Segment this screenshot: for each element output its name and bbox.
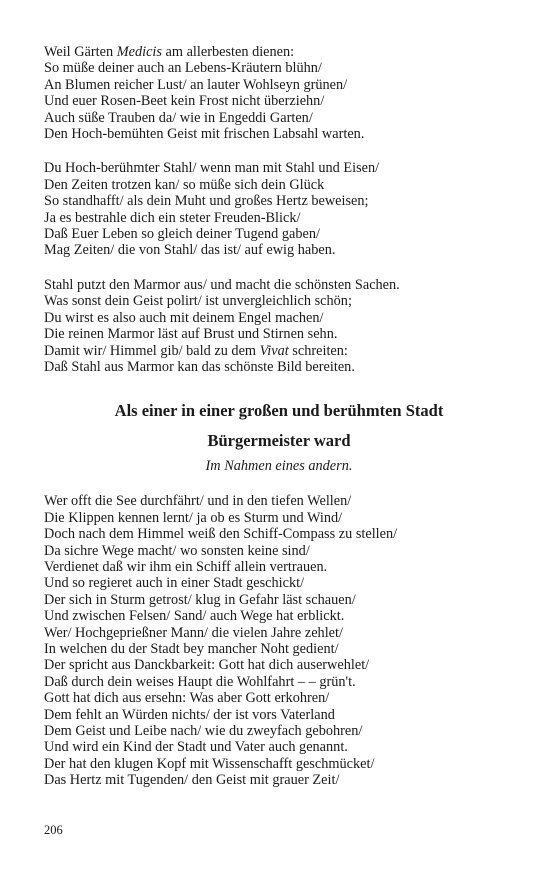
verse-line: [44, 110, 514, 126]
stanza: [44, 493, 514, 788]
poem-title-line2: Bürgermeister ward: [207, 431, 351, 451]
poem-title-line1: Als einer in einer großen und berühmten Stadt: [114, 401, 444, 421]
verse-text: Und so regieret auch in einer Stadt geschickt/: [44, 575, 305, 592]
verse-line: [44, 690, 514, 706]
poem-subtitle: Im Nahmen eines andern.: [205, 458, 353, 475]
verse-line: [44, 293, 514, 309]
verse-line: [44, 77, 514, 93]
verse-text: Und zwischen Felsen/ Sand/ auch Wege hat erblickt.: [44, 608, 345, 625]
verse-text: am allerbesten dienen:: [161, 44, 295, 60]
verse-text: Der spricht aus Danckbarkeit: Gott hat dich auserwehlet/: [44, 657, 370, 674]
verse-text: Und wird ein Kind der Stadt und Vater auch genannt.: [44, 739, 348, 756]
verse-text: Daß Stahl aus Marmor kan das schönste Bild bereiten.: [44, 358, 355, 375]
verse-text: Der hat den klugen Kopf mit Wissenschafft geschmücket/: [44, 755, 375, 772]
stanza: [44, 160, 514, 258]
verse-line: [44, 674, 514, 690]
verse-line: [44, 543, 514, 559]
verse-text: Gott hat dich aus ersehn: Was aber Gott erkohren/: [44, 690, 330, 707]
verse-line: [44, 60, 514, 76]
verse-text: So müße deiner auch an Lebens-Kräutern blühn/: [44, 60, 322, 77]
verse-line: [44, 510, 514, 526]
stanza: [44, 277, 514, 375]
verse-line: [44, 707, 514, 723]
verse-text: In welchen du der Stadt bey mancher Noht gedient/: [44, 640, 339, 657]
verse-text: Was sonst dein Geist polirt/ ist unvergleichlich schön;: [44, 293, 352, 310]
verse-text: So standhafft/ als dein Muht und großes Hertz beweisen;: [44, 193, 369, 210]
verse-text: Wer offt die See durchfährt/ und in den tiefen Wellen/: [44, 493, 352, 510]
verse-line: [44, 559, 514, 575]
verse-line: [44, 592, 514, 608]
verse-text: Mag Zeiten/ die von Stahl/ das ist/ auf ewig haben.: [44, 242, 336, 259]
verse-text: Auch süße Trauben da/ wie in Engeddi Garten/: [44, 109, 313, 126]
verse-text: Der sich in Sturm getrost/ klug in Gefahr läst schauen/: [44, 591, 356, 608]
verse-text: Daß durch dein weises Haupt die Wohlfahrt – – grün't.: [44, 673, 356, 690]
verse-text: Da sichre Wege macht/ wo sonsten keine sind/: [44, 542, 310, 559]
verse-line: [44, 359, 514, 375]
stanza-after: [44, 493, 514, 788]
verse-line: [44, 93, 514, 109]
verse-text: Weil Gärten: [44, 44, 117, 60]
verse-line: [44, 723, 514, 739]
verse-text: Du wirst es also auch mit deinem Engel machen/: [44, 309, 324, 326]
verse-line: [44, 277, 514, 293]
stanzas-before: [44, 44, 514, 375]
italic-text: Vivat: [259, 342, 289, 359]
verse-line: [44, 608, 514, 624]
verse-line: [44, 210, 514, 226]
verse-line: [44, 193, 514, 209]
verse-text: Die Klippen kennen lernt/ ja ob es Sturm und Wind/: [44, 509, 343, 526]
verse-line: [44, 756, 514, 772]
verse-line: [44, 575, 514, 591]
verse-line: [44, 641, 514, 657]
verse-text: Daß Euer Leben so gleich deiner Tugend gaben/: [44, 226, 320, 243]
verse-line: [44, 326, 514, 342]
verse-line: [44, 657, 514, 673]
verse-text: schreiten:: [288, 342, 348, 359]
verse-line: [44, 242, 514, 258]
verse-line: [44, 526, 514, 542]
verse-text: An Blumen reicher Lust/ an lauter Wohlseyn grünen/: [44, 76, 348, 93]
verse-line: [44, 343, 514, 359]
verse-line: [44, 160, 514, 176]
verse-text: Das Hertz mit Tugenden/ den Geist mit grauer Zeit/: [44, 772, 340, 789]
verse-text: Den Hoch-bemühten Geist mit frischen Labsahl warten.: [44, 126, 365, 143]
verse-line: [44, 226, 514, 242]
verse-text: Stahl putzt den Marmor aus/ und macht die schönsten Sachen.: [44, 276, 400, 293]
stanza: [44, 44, 514, 142]
verse-text: Die reinen Marmor läst auf Brust und Stirnen sehn.: [44, 326, 338, 343]
verse-line: [44, 493, 514, 509]
verse-line: [44, 126, 514, 142]
page-body: [44, 44, 514, 789]
verse-text: Damit wir/ Himmel gib/ bald zu dem: [44, 342, 260, 359]
verse-text: Und euer Rosen-Beet kein Frost nicht überziehn/: [44, 93, 325, 110]
verse-text: Ja es bestrahle dich ein steter Freuden-Blick/: [44, 209, 301, 226]
verse-line: [44, 177, 514, 193]
verse-text: Dem fehlt an Würden nichts/ der ist vors Vaterland: [44, 706, 335, 723]
page-number: 206: [44, 823, 63, 837]
verse-text: Verdienet daß wir ihm ein Schiff allein vertrauen.: [44, 558, 328, 575]
verse-line: [44, 625, 514, 641]
verse-line: [44, 772, 514, 788]
verse-text: Den Zeiten trotzen kan/ so müße sich dein Glück: [44, 176, 325, 193]
verse-text: Du Hoch-berühmter Stahl/ wenn man mit Stahl und Eisen/: [44, 160, 380, 177]
verse-line: [44, 44, 514, 60]
verse-text: Dem Geist und Leibe nach/ wie du zweyfach gebohren/: [44, 723, 363, 739]
italic-text: Medicis: [116, 44, 162, 60]
verse-text: Doch nach dem Himmel weiß den Schiff-Compass zu stellen/: [44, 526, 398, 543]
verse-line: [44, 739, 514, 755]
verse-line: [44, 310, 514, 326]
verse-text: Wer/ Hochgepriеßner Mann/ die vielen Jahre zehlet/: [44, 624, 343, 641]
